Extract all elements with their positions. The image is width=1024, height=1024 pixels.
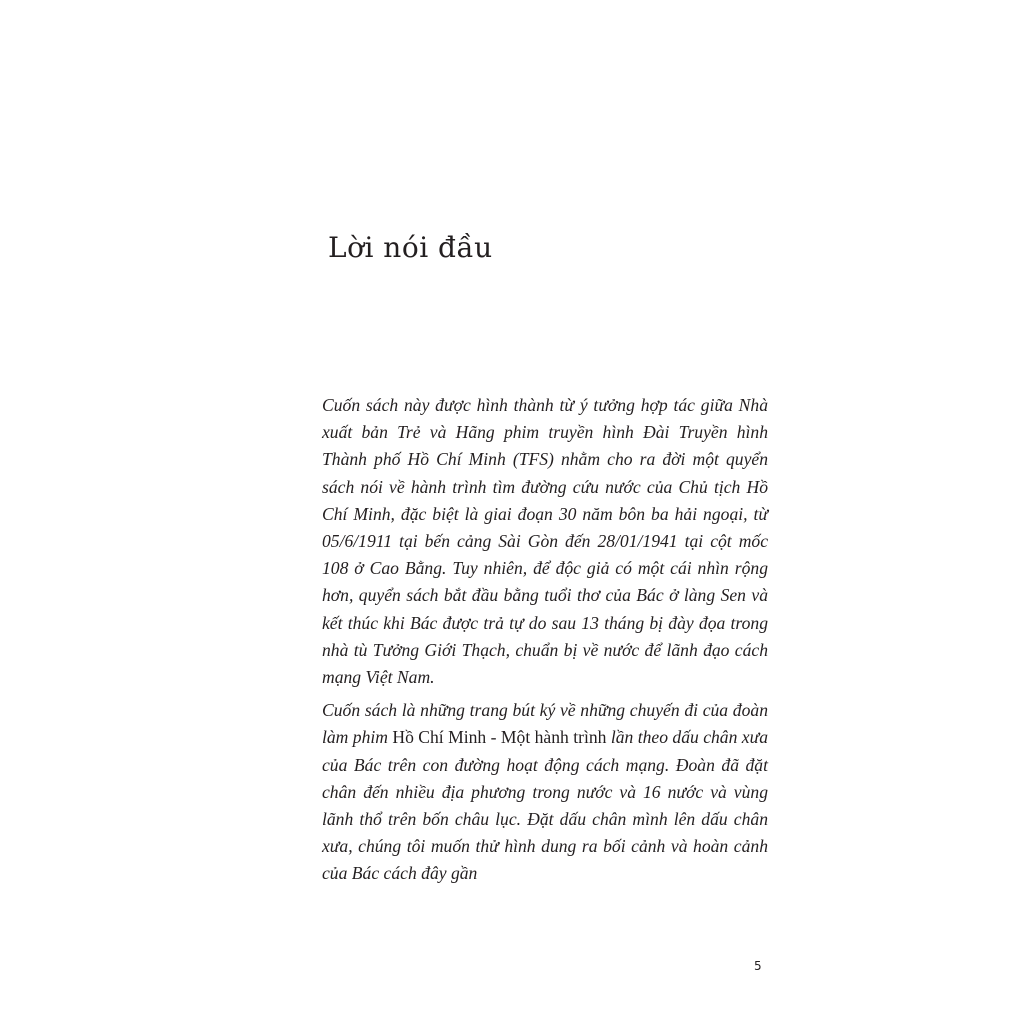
page-number: 5 (754, 959, 762, 973)
chapter-title: Lời nói đầu (328, 231, 493, 264)
body-text (322, 392, 768, 888)
paragraph-1: Cuốn sách này được hình thành từ ý tưởng hợp tác giữa Nhà xuất bản Trẻ và Hãng phim truyền hình Đài Truyền hình Thành phố Hồ Chí Minh (TFS) nhằm cho ra đời một quyển sách nói về hành trình tìm đường cứu nước của Chủ tịch Hồ Chí Minh, đặc biệt là giai đoạn 30 năm bôn ba hải ngoại, từ 05/6/1911 tại bến cảng Sài Gòn đến 28/01/1941 tại cột mốc 108 ở Cao Bằng. Tuy nhiên, để độc giả có một cái nhìn rộng hơn, quyển sách bắt đầu bằng tuổi thơ của Bác ở làng Sen và kết thúc khi Bác được trả tự do sau 13 tháng bị đày đọa trong nhà tù Tưởng Giới Thạch, chuẩn bị về nước để lãnh đạo cách mạng Việt Nam. (322, 395, 768, 688)
paragraph-2 (322, 697, 768, 887)
film-title: Hồ Chí Minh - Một hành trình (392, 727, 607, 748)
paragraph-2-end: lần theo dấu chân xưa của Bác trên con đường hoạt động cách mạng. Đoàn đã đặt chân đến nhiều địa phương trong nước và 16 nước và vùng lãnh thổ trên bốn châu lục. Đặt dấu chân mình lên dấu chân xưa, chúng tôi muốn thử hình dung ra bối cảnh và hoàn cảnh của Bác cách đây gần (322, 727, 768, 884)
paragraph-2-start: Cuốn sách là những trang bút ký về những chuyến đi của đoàn làm phim (322, 700, 768, 748)
